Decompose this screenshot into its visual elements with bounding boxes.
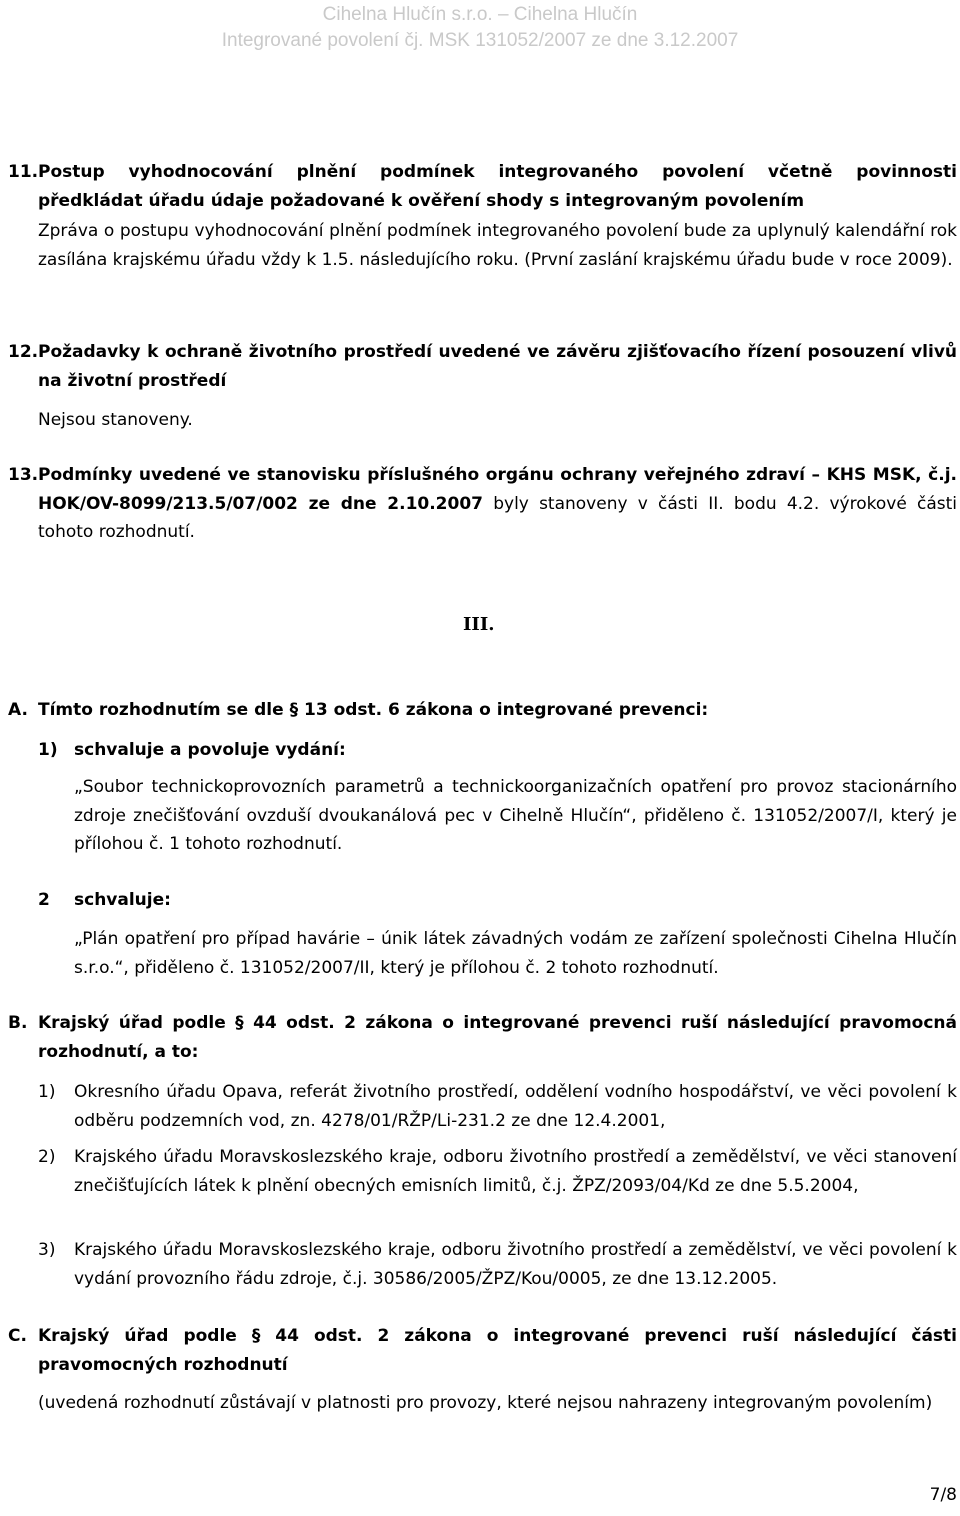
section-12-number: 12.	[8, 342, 39, 362]
header-company: Cihelna Hlučín s.r.o. – Cihelna Hlučín	[322, 4, 638, 25]
section-a-item2-title: schvaluje:	[74, 890, 171, 910]
section-c-title: Krajský úřad podle § 44 odst. 2 zákona o integrované prevenci ruší následující části pravomocných rozhodnutí	[38, 1326, 957, 1375]
section-11-title-line1: Postup vyhodnocování plnění podmínek integrovaného povolení včetně povinnosti	[38, 162, 957, 182]
section-b-item1-text: Okresního úřadu Opava, referát životního prostředí, oddělení vodního hospodářství, ve věci povolení k odběru podzemních vod, zn. 4278/01/RŽP/Li-231.2 ze dne 12.4.2001,	[74, 1082, 957, 1131]
section-c-letter: C.	[8, 1326, 27, 1346]
section-13-title: Podmínky uvedené ve stanovisku příslušného orgánu ochrany veřejného zdraví – KHS MSK, č.j. HOK/OV-8099/213.5/07/002 ze dne 2.10.2007	[38, 465, 957, 514]
section-a-item2-text: „Plán opatření pro případ havárie – únik látek závadných vodám ze zařízení společnosti Cihelna Hlučín s.r.o.“, přiděleno č. 131052/2007/II, který je přílohou č. 2 tohoto rozhodnutí.	[74, 929, 957, 978]
page-number: 7/8	[929, 1485, 957, 1505]
section-a-item1-text: „Soubor technickoprovozních parametrů a technickoorganizačních opatření pro provoz stacionárního zdroje znečišťování ovzduší dvoukanálová pec v Cihelně Hlučín“, přiděleno č. 131052/2007/I, který je přílohou č. 1 tohoto rozhodnutí.	[74, 777, 957, 854]
section-13-body: byly stanoveny v části II. bodu 4.2. výrokové části tohoto rozhodnutí.	[38, 493, 958, 542]
section-b-item1-number: 1)	[38, 1082, 56, 1102]
section-13-number: 13.	[8, 465, 39, 485]
section-13	[38, 461, 957, 547]
section-12-title: Požadavky k ochraně životního prostředí uvedené ve závěru zjišťovacího řízení posouzení vlivů na životní prostředí	[38, 342, 957, 391]
section-a-item2-number: 2	[38, 890, 50, 910]
header-permit-ref: Integrované povolení čj. MSK 131052/2007 ze dne 3.12.2007	[221, 30, 739, 51]
section-11-title-line2: předkládat úřadu údaje požadované k ověření shody s integrovaným povolením	[38, 190, 805, 211]
section-11-body: Zpráva o postupu vyhodnocování plnění podmínek integrovaného povolení bude za uplynulý kalendářní rok zasílána krajskému úřadu vždy k 1.5. následujícího roku. (První zaslání krajskému úřadu bude v roce 2009).	[38, 221, 957, 270]
section-12-body: Nejsou stanoveny.	[38, 410, 193, 430]
section-a-letter: A.	[8, 700, 28, 720]
section-a-item1-title: schvaluje a povoluje vydání:	[74, 740, 346, 760]
section-c-body: (uvedená rozhodnutí zůstávají v platnosti pro provozy, které nejsou nahrazeny integrovaným povolením)	[38, 1393, 933, 1413]
section-b-letter: B.	[8, 1013, 28, 1033]
part-heading: III.	[463, 614, 495, 635]
section-11-number: 11.	[8, 162, 39, 182]
page-header	[0, 0, 960, 62]
section-11	[38, 158, 957, 274]
section-a-item1-number: 1)	[38, 740, 58, 760]
section-b-item3-text: Krajského úřadu Moravskoslezského kraje, odboru životního prostředí a zemědělství, ve věci povolení k vydání provozního řádu zdroje, č.j. 30586/2005/ŽPZ/Kou/0005, ze dne 13.12.2005.	[74, 1240, 957, 1289]
section-12	[38, 338, 957, 435]
section-b-item2-text: Krajského úřadu Moravskoslezského kraje, odboru životního prostředí a zemědělství, ve věci stanovení znečišťujících látek k plnění obecných emisních limitů, č.j. ŽPZ/2093/04/Kd ze dne 5.5.2004,	[74, 1147, 957, 1196]
section-a-title: Tímto rozhodnutím se dle § 13 odst. 6 zákona o integrované prevenci:	[38, 700, 709, 720]
section-b-item3-number: 3)	[38, 1240, 56, 1260]
section-b-item2-number: 2)	[38, 1147, 56, 1167]
section-b-title: Krajský úřad podle § 44 odst. 2 zákona o integrované prevenci ruší následující pravomocná rozhodnutí, a to:	[38, 1013, 957, 1062]
